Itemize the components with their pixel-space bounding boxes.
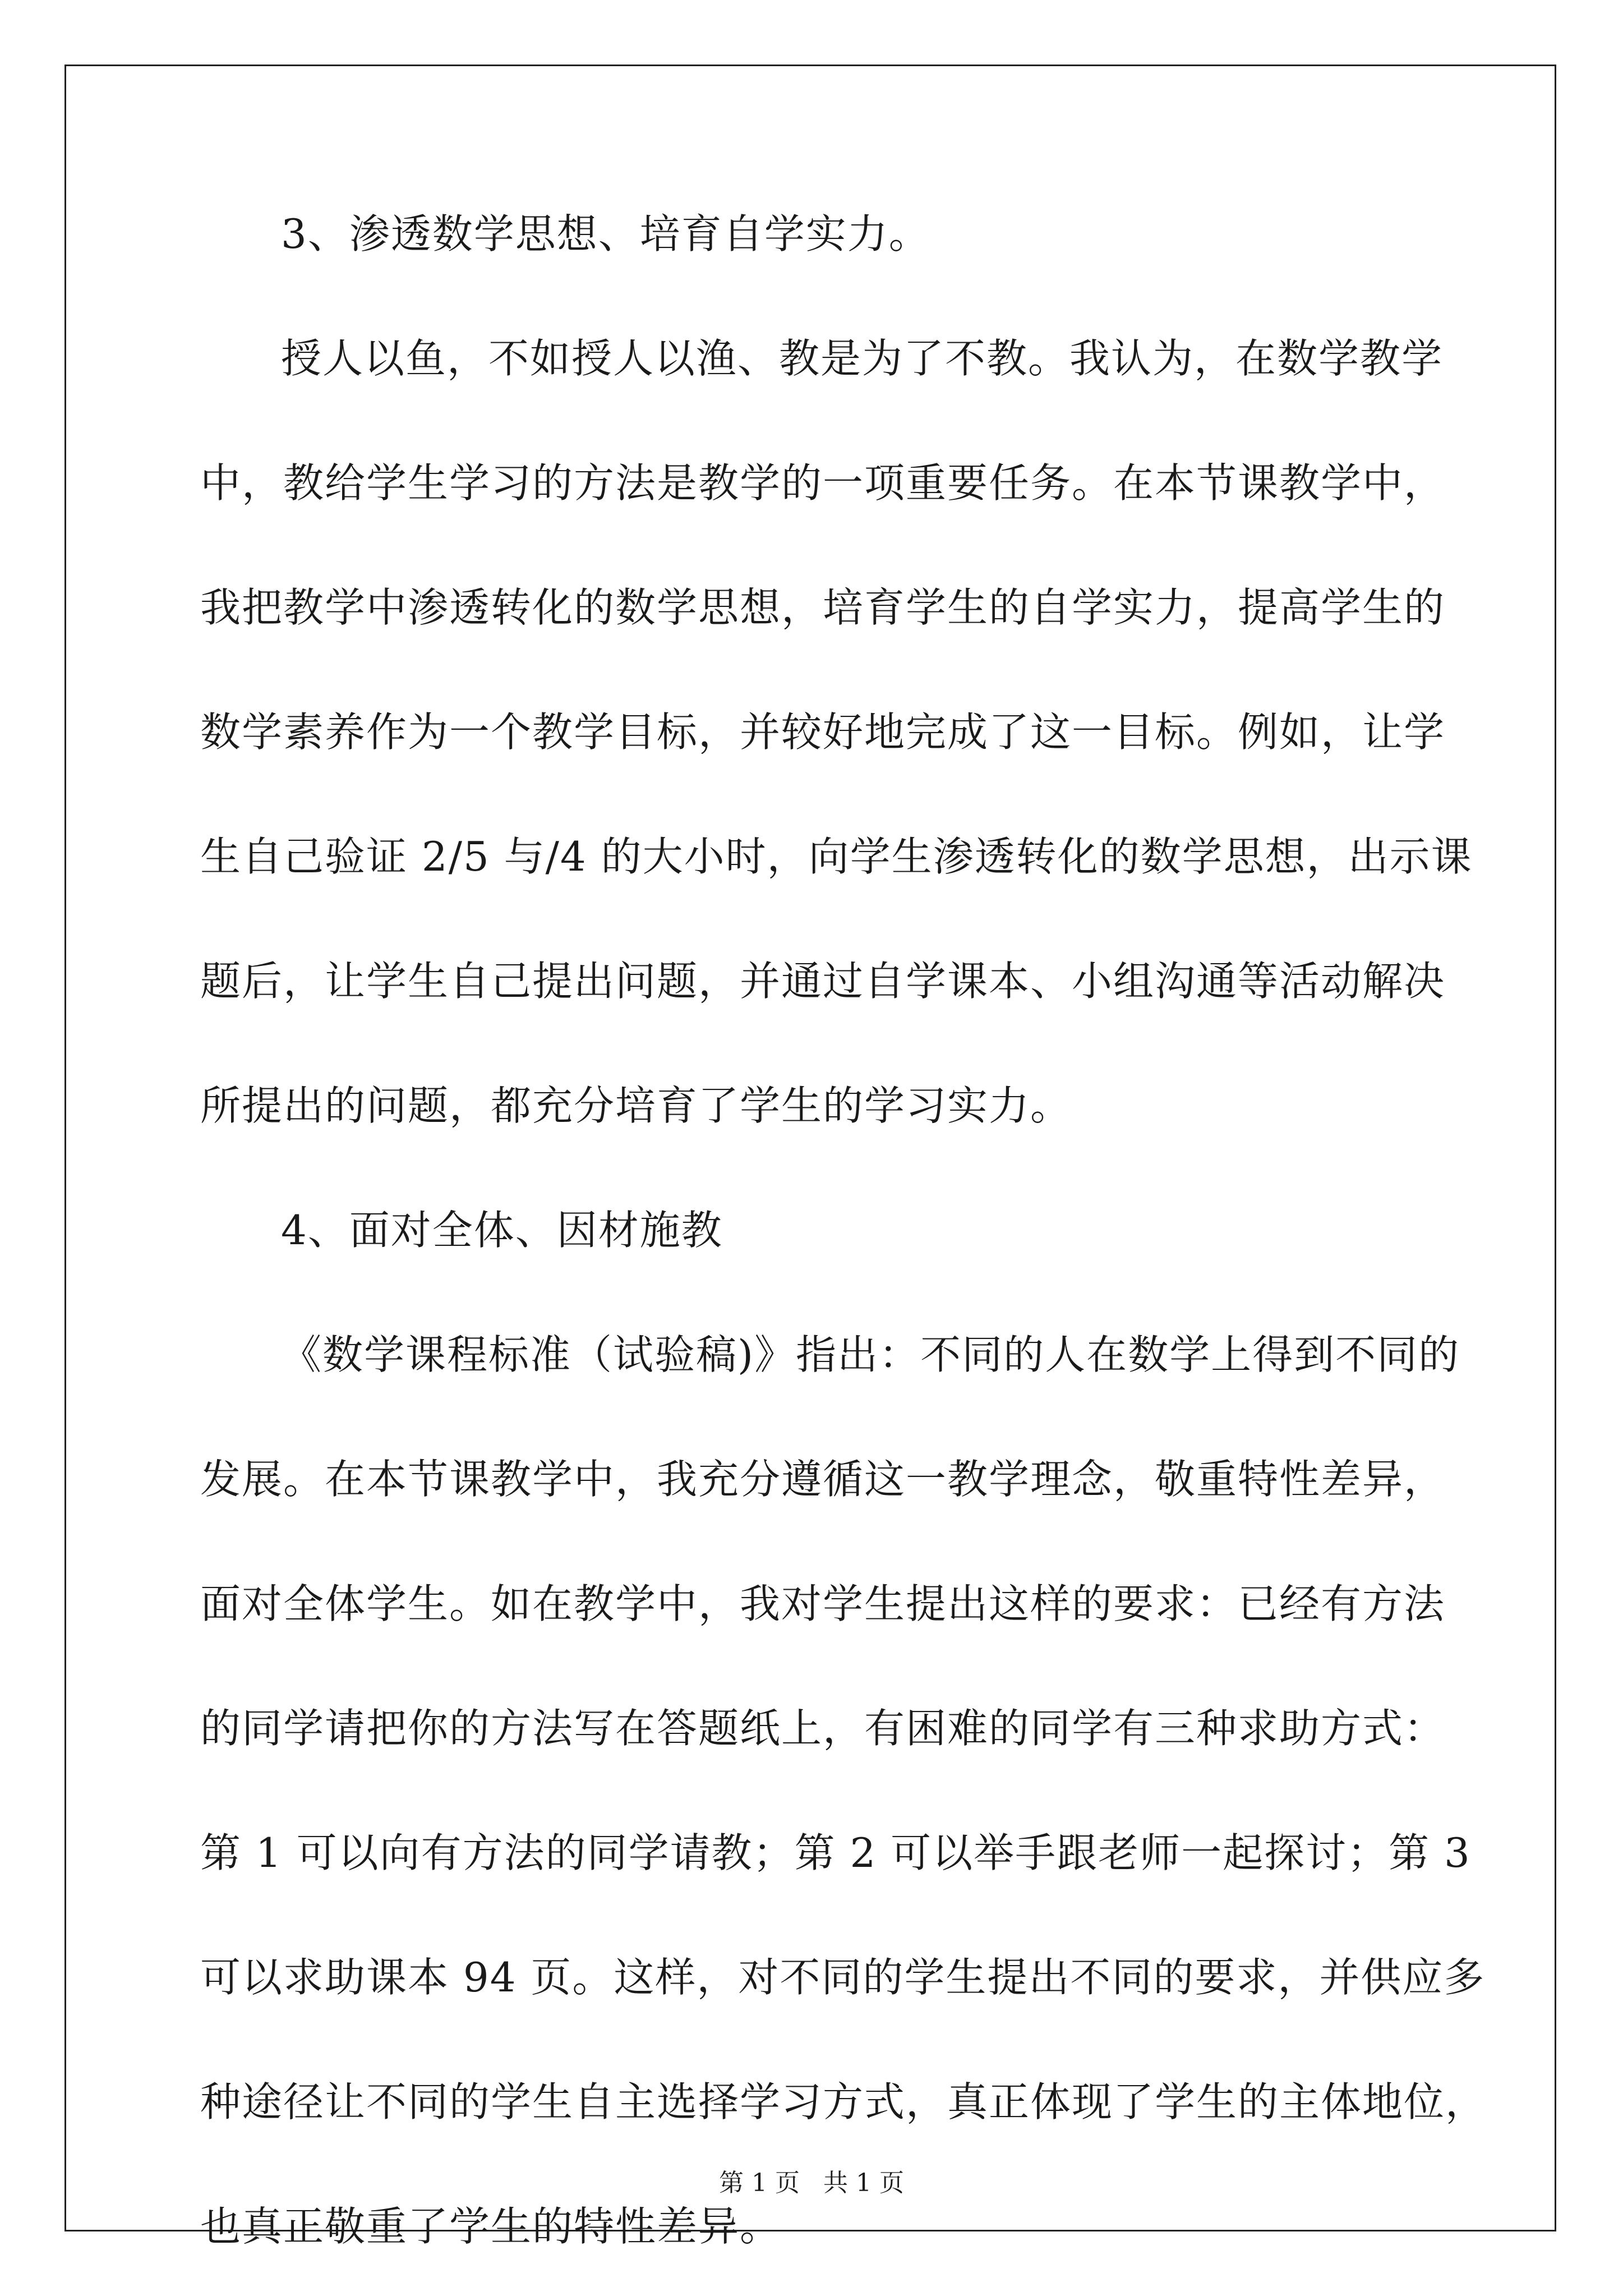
paragraph-line: 所提出的问题，都充分培育了学生的学习实力。 (200, 1082, 1072, 1129)
page-footer: 第 1 页 共 1 页 (719, 2169, 904, 2197)
section-heading-3: 3、渗透数学思想、培育自学实力。 (281, 210, 930, 257)
paragraph-line: 面对全体学生。如在教学中，我对学生提出这样的要求：已经有方法 (200, 1580, 1446, 1627)
paragraph-line: 生自己验证 2/5 与/4 的大小时，向学生渗透转化的数学思想，出示课 (200, 833, 1473, 880)
paragraph-line: 也真正敬重了学生的特性差异。 (200, 2203, 782, 2250)
paragraph-line: 数学素养作为一个教学目标，并较好地完成了这一目标。例如，让学 (200, 708, 1446, 756)
paragraph-line: 可以求助课本 94 页。这样，对不同的学生提出不同的要求，并供应多 (200, 1954, 1486, 2001)
paragraph-line: 我把教学中渗透转化的数学思想，培育学生的自学实力，提高学生的 (200, 584, 1446, 631)
paragraph-line: 中，教给学生学习的方法是教学的一项重要任务。在本节课教学中， (200, 459, 1446, 507)
page-frame (64, 65, 1556, 2231)
paragraph-line: 发展。在本节课教学中，我充分遵循这一教学理念，敬重特性差异， (200, 1456, 1446, 1503)
paragraph-line: 的同学请把你的方法写在答题纸上，有困难的同学有三种求助方式： (200, 1705, 1446, 1752)
paragraph-line: 种途径让不同的学生自主选择学习方式，真正体现了学生的主体地位， (200, 2078, 1487, 2125)
paragraph-line: 授人以鱼，不如授人以渔、教是为了不教。我认为，在数学教学 (281, 335, 1444, 382)
paragraph-line: 第 1 可以向有方法的同学请教；第 2 可以举手跟老师一起探讨；第 3 (200, 1829, 1471, 1876)
section-heading-4: 4、面对全体、因材施教 (281, 1207, 723, 1254)
paragraph-line: 题后，让学生自己提出问题，并通过自学课本、小组沟通等活动解决 (200, 958, 1446, 1005)
paragraph-line: 《数学课程标准（试验稿)》指出：不同的人在数学上得到不同的 (281, 1331, 1460, 1378)
